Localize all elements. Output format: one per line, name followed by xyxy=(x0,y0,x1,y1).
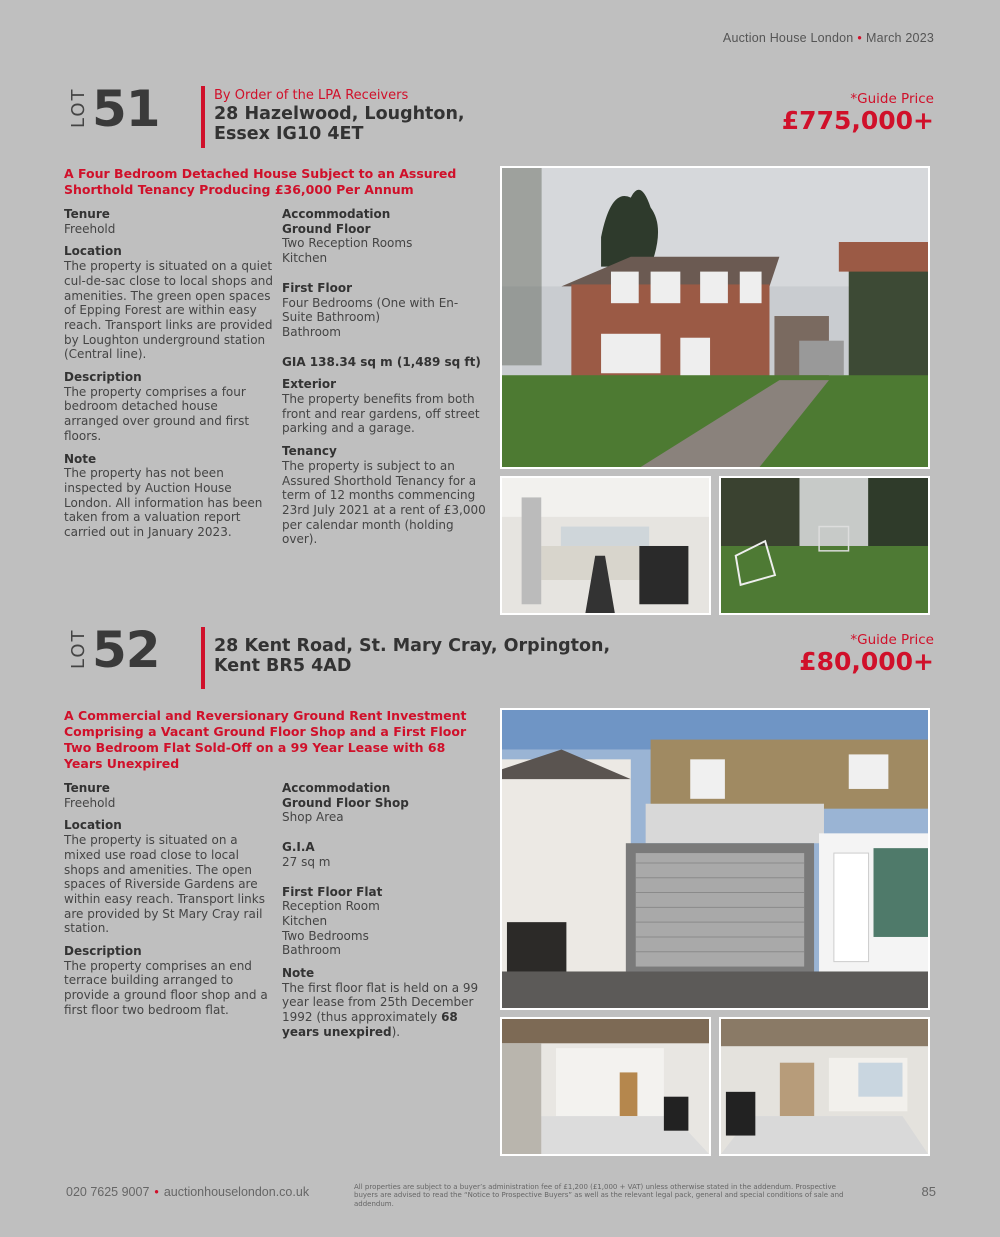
footer-contact xyxy=(66,1185,309,1199)
details-left-column xyxy=(64,781,276,1026)
description-heading: Description xyxy=(64,370,142,385)
address-line-2: Kent BR5 4AD xyxy=(214,656,352,676)
lot-badge xyxy=(64,80,214,146)
guide-price: £80,000+ xyxy=(799,647,934,676)
lot-headline: A Commercial and Reversionary Ground Rent Investment Comprising a Vacant Ground Floor Shop and a First Floor Two Bedroom Flat Sold-Off on a 99 Year Lease with 68 Years Unexpired xyxy=(64,708,467,771)
description-heading: Description xyxy=(64,944,142,959)
title-divider xyxy=(201,86,205,148)
note-text: The property has not been inspected by Auction House London. All information has been taken from a valuation report carried out in January 2023. xyxy=(64,466,263,540)
guide-price-label: *Guide Price xyxy=(850,91,934,107)
location-heading: Location xyxy=(64,818,122,833)
footer-phone[interactable]: 020 7625 9007 xyxy=(66,1185,150,1199)
brand-name: Auction House London xyxy=(722,31,854,45)
guide-price-block xyxy=(782,91,934,135)
lot-51-main-photo-house-exterior xyxy=(500,166,930,469)
first-floor-item: Bathroom xyxy=(282,943,341,958)
first-floor-item: Two Bedrooms xyxy=(282,928,369,943)
note-heading: Note xyxy=(64,451,97,466)
lot-label: LOT xyxy=(68,628,89,669)
lot-51-photo-rear-garden xyxy=(719,476,930,615)
details-right-column xyxy=(282,781,488,1048)
lot-52-photo-shop-interior-rear xyxy=(719,1017,930,1156)
lot-title xyxy=(214,636,664,676)
first-floor-item: Kitchen xyxy=(282,913,328,928)
lot-label: LOT xyxy=(68,87,89,128)
accommodation-heading: Accommodation xyxy=(282,207,391,221)
location-text: The property is situated on a mixed use road close to local shops and amenities. The open spaces of Riverside Gardens are within easy reach. Transport links are provided by St Mary Cray rail station. xyxy=(64,833,265,936)
lot-title xyxy=(214,88,664,144)
details-left-column xyxy=(64,207,276,548)
lot-51-photo-kitchen xyxy=(500,476,711,615)
tenure-value: Freehold xyxy=(64,795,116,810)
note-text-emphasis: 68 years unexpired xyxy=(282,1010,458,1039)
tenancy-text: The property is subject to an Assured Shorthold Tenancy for a term of 12 months commencing 23rd July 2021 at a rent of £3,000 per calendar month (holding over). xyxy=(282,458,486,547)
location-text: The property is situated on a quiet cul-de-sac close to local shops and amenities. The green open spaces of Epping Forest are within easy reach. Transport links are provided by Loughton underground station (Central line). xyxy=(64,259,274,362)
guide-price-block xyxy=(799,632,934,676)
separator-dot: • xyxy=(154,1185,159,1199)
order-by: By Order of the LPA Receivers xyxy=(214,88,409,103)
exterior-text: The property benefits from both front and rear gardens, off street parking and a garage. xyxy=(282,392,480,436)
accommodation-heading: Accommodation xyxy=(282,781,391,795)
lot-badge xyxy=(64,621,214,687)
ground-floor-heading: Ground Floor xyxy=(282,221,371,236)
description-text: The property comprises an end terrace building arranged to provide a ground floor shop and a first floor two bedroom flat. xyxy=(64,958,268,1017)
footer-website-link[interactable]: auctionhouselondon.co.uk xyxy=(163,1185,310,1199)
lot-number: 52 xyxy=(92,621,160,679)
ground-floor-item: Shop Area xyxy=(282,810,344,825)
lot-52-photo-shop-interior xyxy=(500,1017,711,1156)
first-floor-item: Reception Room xyxy=(282,899,380,914)
ground-floor-item: Kitchen xyxy=(282,251,328,266)
gia-value: GIA 138.34 sq m (1,489 sq ft) xyxy=(282,354,481,369)
footer-legal-notice: All properties are subject to a buyer’s administration fee of £1,200 (£1,000 + VAT) unless otherwise stated in the addendum. Prospective buyers are advised to read the “Notice to Prospective Buyers” as well as the relevant legal pack, general and special conditions of sale and addendum. xyxy=(354,1183,844,1208)
separator-dot: • xyxy=(857,31,862,45)
location-heading: Location xyxy=(64,244,122,259)
note-text-part: ). xyxy=(391,1024,401,1039)
first-floor-item: Bathroom xyxy=(282,324,341,339)
description-text: The property comprises a four bedroom detached house arranged over ground and first floors. xyxy=(64,384,250,443)
first-floor-item: Four Bedrooms (One with En-Suite Bathroom) xyxy=(282,295,459,325)
page-header xyxy=(723,31,934,45)
details-right-column xyxy=(282,207,488,555)
ground-floor-heading: Ground Floor Shop xyxy=(282,795,409,810)
gia-value: 27 sq m xyxy=(282,854,331,869)
lot-headline: A Four Bedroom Detached House Subject to an Assured Shorthold Tenancy Producing £36,000 Per Annum xyxy=(64,166,457,197)
issue-date: March 2023 xyxy=(865,31,934,45)
lot-52-main-photo-shopfront xyxy=(500,708,930,1010)
tenure-heading: Tenure xyxy=(64,207,110,221)
gia-heading: G.I.A xyxy=(282,840,315,855)
guide-price-label: *Guide Price xyxy=(850,632,934,648)
guide-price: £775,000+ xyxy=(781,106,934,135)
tenure-value: Freehold xyxy=(64,221,116,236)
address-line-1: 28 Hazelwood, Loughton, xyxy=(214,104,465,124)
exterior-heading: Exterior xyxy=(282,377,337,392)
ground-floor-item: Two Reception Rooms xyxy=(282,236,413,251)
note-text-part: The first floor flat is held on a 99 year lease from 25th December 1992 (thus approximately xyxy=(282,980,479,1025)
note-text xyxy=(282,981,488,1040)
first-floor-heading: First Floor Flat xyxy=(282,884,383,899)
note-heading: Note xyxy=(282,966,315,981)
first-floor-heading: First Floor xyxy=(282,280,353,295)
lot-number: 51 xyxy=(92,80,160,138)
page-number: 85 xyxy=(921,1184,936,1199)
tenancy-heading: Tenancy xyxy=(282,444,337,459)
address-line-1: 28 Kent Road, St. Mary Cray, Orpington, xyxy=(214,636,611,656)
title-divider xyxy=(201,627,205,689)
address-line-2: Essex IG10 4ET xyxy=(214,124,364,144)
tenure-heading: Tenure xyxy=(64,781,110,795)
